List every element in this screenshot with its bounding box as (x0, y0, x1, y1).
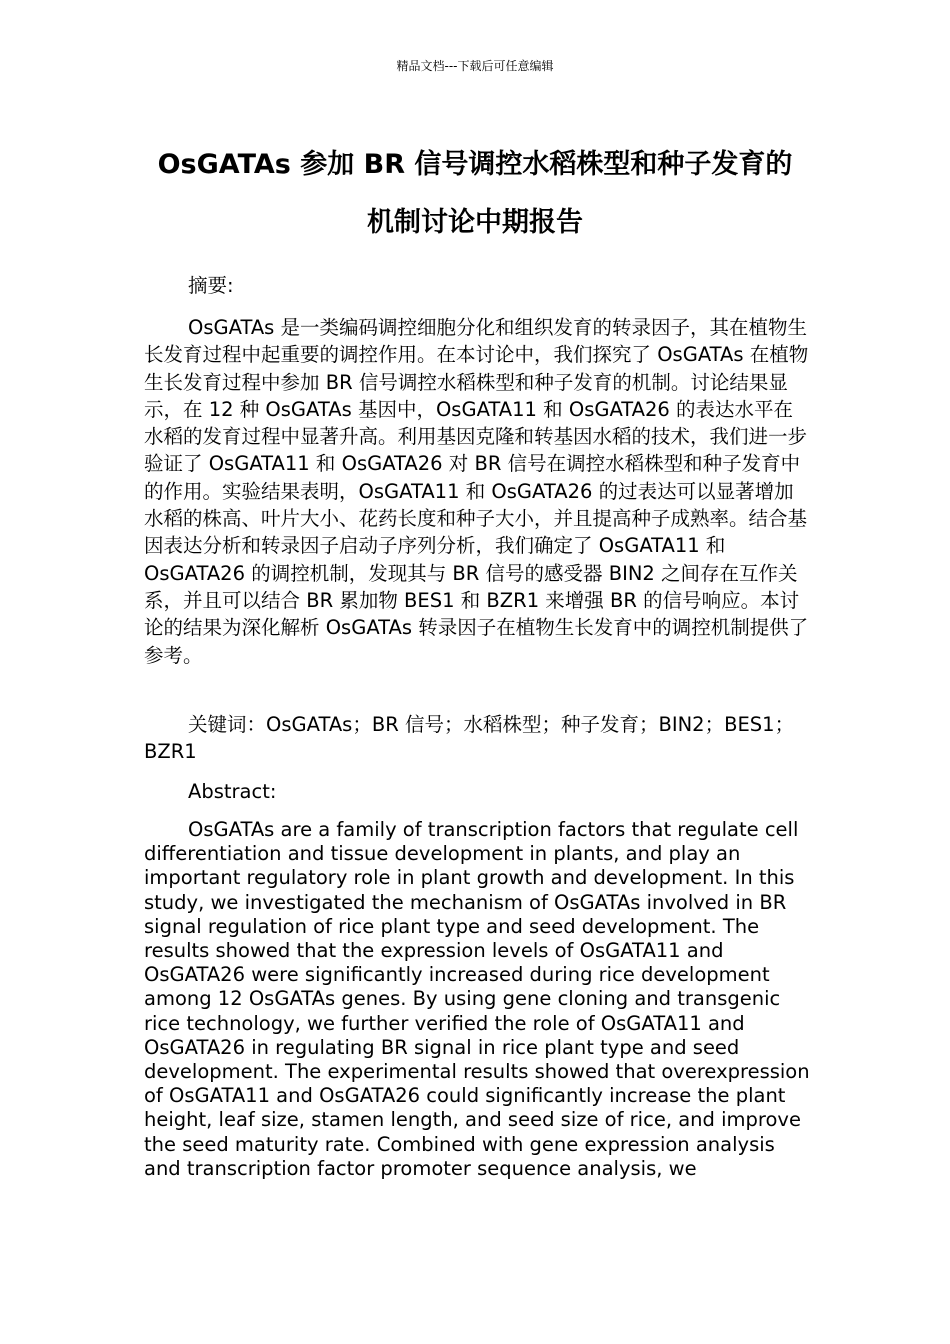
header-note: 精品文档---下载后可任意编辑 (396, 59, 554, 73)
abstract-cn-section-label (144, 272, 810, 299)
abstract-en-paragraph: OsGATAs are a family of transcription factors that regulate cell differentiation and tissue development in plants, and play an important regulatory role in plant growth and development. In this study, we investigated the mechanism of OsGATAs involved in BR signal regulation of rice plant type and seed development. The results showed that the expression levels of OsGATA11 and OsGATA26 were significantly increased during rice development among 12 OsGATAs genes. By using gene cloning and transgenic rice technology, we further verified the role of OsGATA11 and OsGATA26 in regulating BR signal in rice plant type and seed development. The experimental results showed that overexpression of OsGATA11 and OsGATA26 could significantly increase the plant height, leaf size, stamen length, and seed size of rice, and improve the seed maturity rate. Combined with gene expression analysis and transcription factor promoter sequence analysis, we (144, 818, 810, 1180)
abstract-en-section (144, 818, 810, 1181)
keywords-paragraph: 关键词：OsGATAs；BR 信号；水稻株型；种子发育；BIN2；BES1；BZR1 (144, 713, 795, 764)
abstract-cn-label: 摘要: (188, 274, 234, 297)
abstract-cn-section (144, 314, 810, 669)
document-title (100, 136, 850, 252)
title-line-1: OsGATAs 参加 BR 信号调控水稻株型和种子发育的 (157, 149, 793, 180)
abstract-cn-paragraph: OsGATAs 是一类编码调控细胞分化和组织发育的转录因子，其在植物生长发育过程中起重要的调控作用。在本讨论中，我们探究了 OsGATAs 在植物生长发育过程中参加 BR 信号调控水稻株型和种子发育的机制。讨论结果显示，在 12 种 OsGATAs 基因中，OsGATA11 和 OsGATA26 的表达水平在水稻的发育过程中显著升高。利用基因克隆和转基因水稻的技术，我们进一步验证了 OsGATA11 和 OsGATA26 对 BR 信号在调控水稻株型和种子发育中的作用。实验结果表明，OsGATA11 和 OsGATA26 的过表达可以显著增加水稻的株高、叶片大小、花药长度和种子大小，并且提高种子成熟率。结合基因表达分析和转录因子启动子序列分析，我们确定了 OsGATA11 和 OsGATA26 的调控机制，发现其与 BR 信号的感受器 BIN2 之间存在互作关系，并且可以结合 BR 累加物 BES1 和 BZR1 来增强 BR 的信号响应。本讨论的结果为深化解析 OsGATAs 转录因子在植物生长发育中的调控机制提供了参考。 (144, 316, 809, 667)
title-line-2: 机制讨论中期报告 (367, 207, 583, 238)
abstract-en-section-label (144, 778, 810, 805)
abstract-en-label: Abstract: (188, 780, 277, 803)
keywords-section (144, 711, 810, 766)
